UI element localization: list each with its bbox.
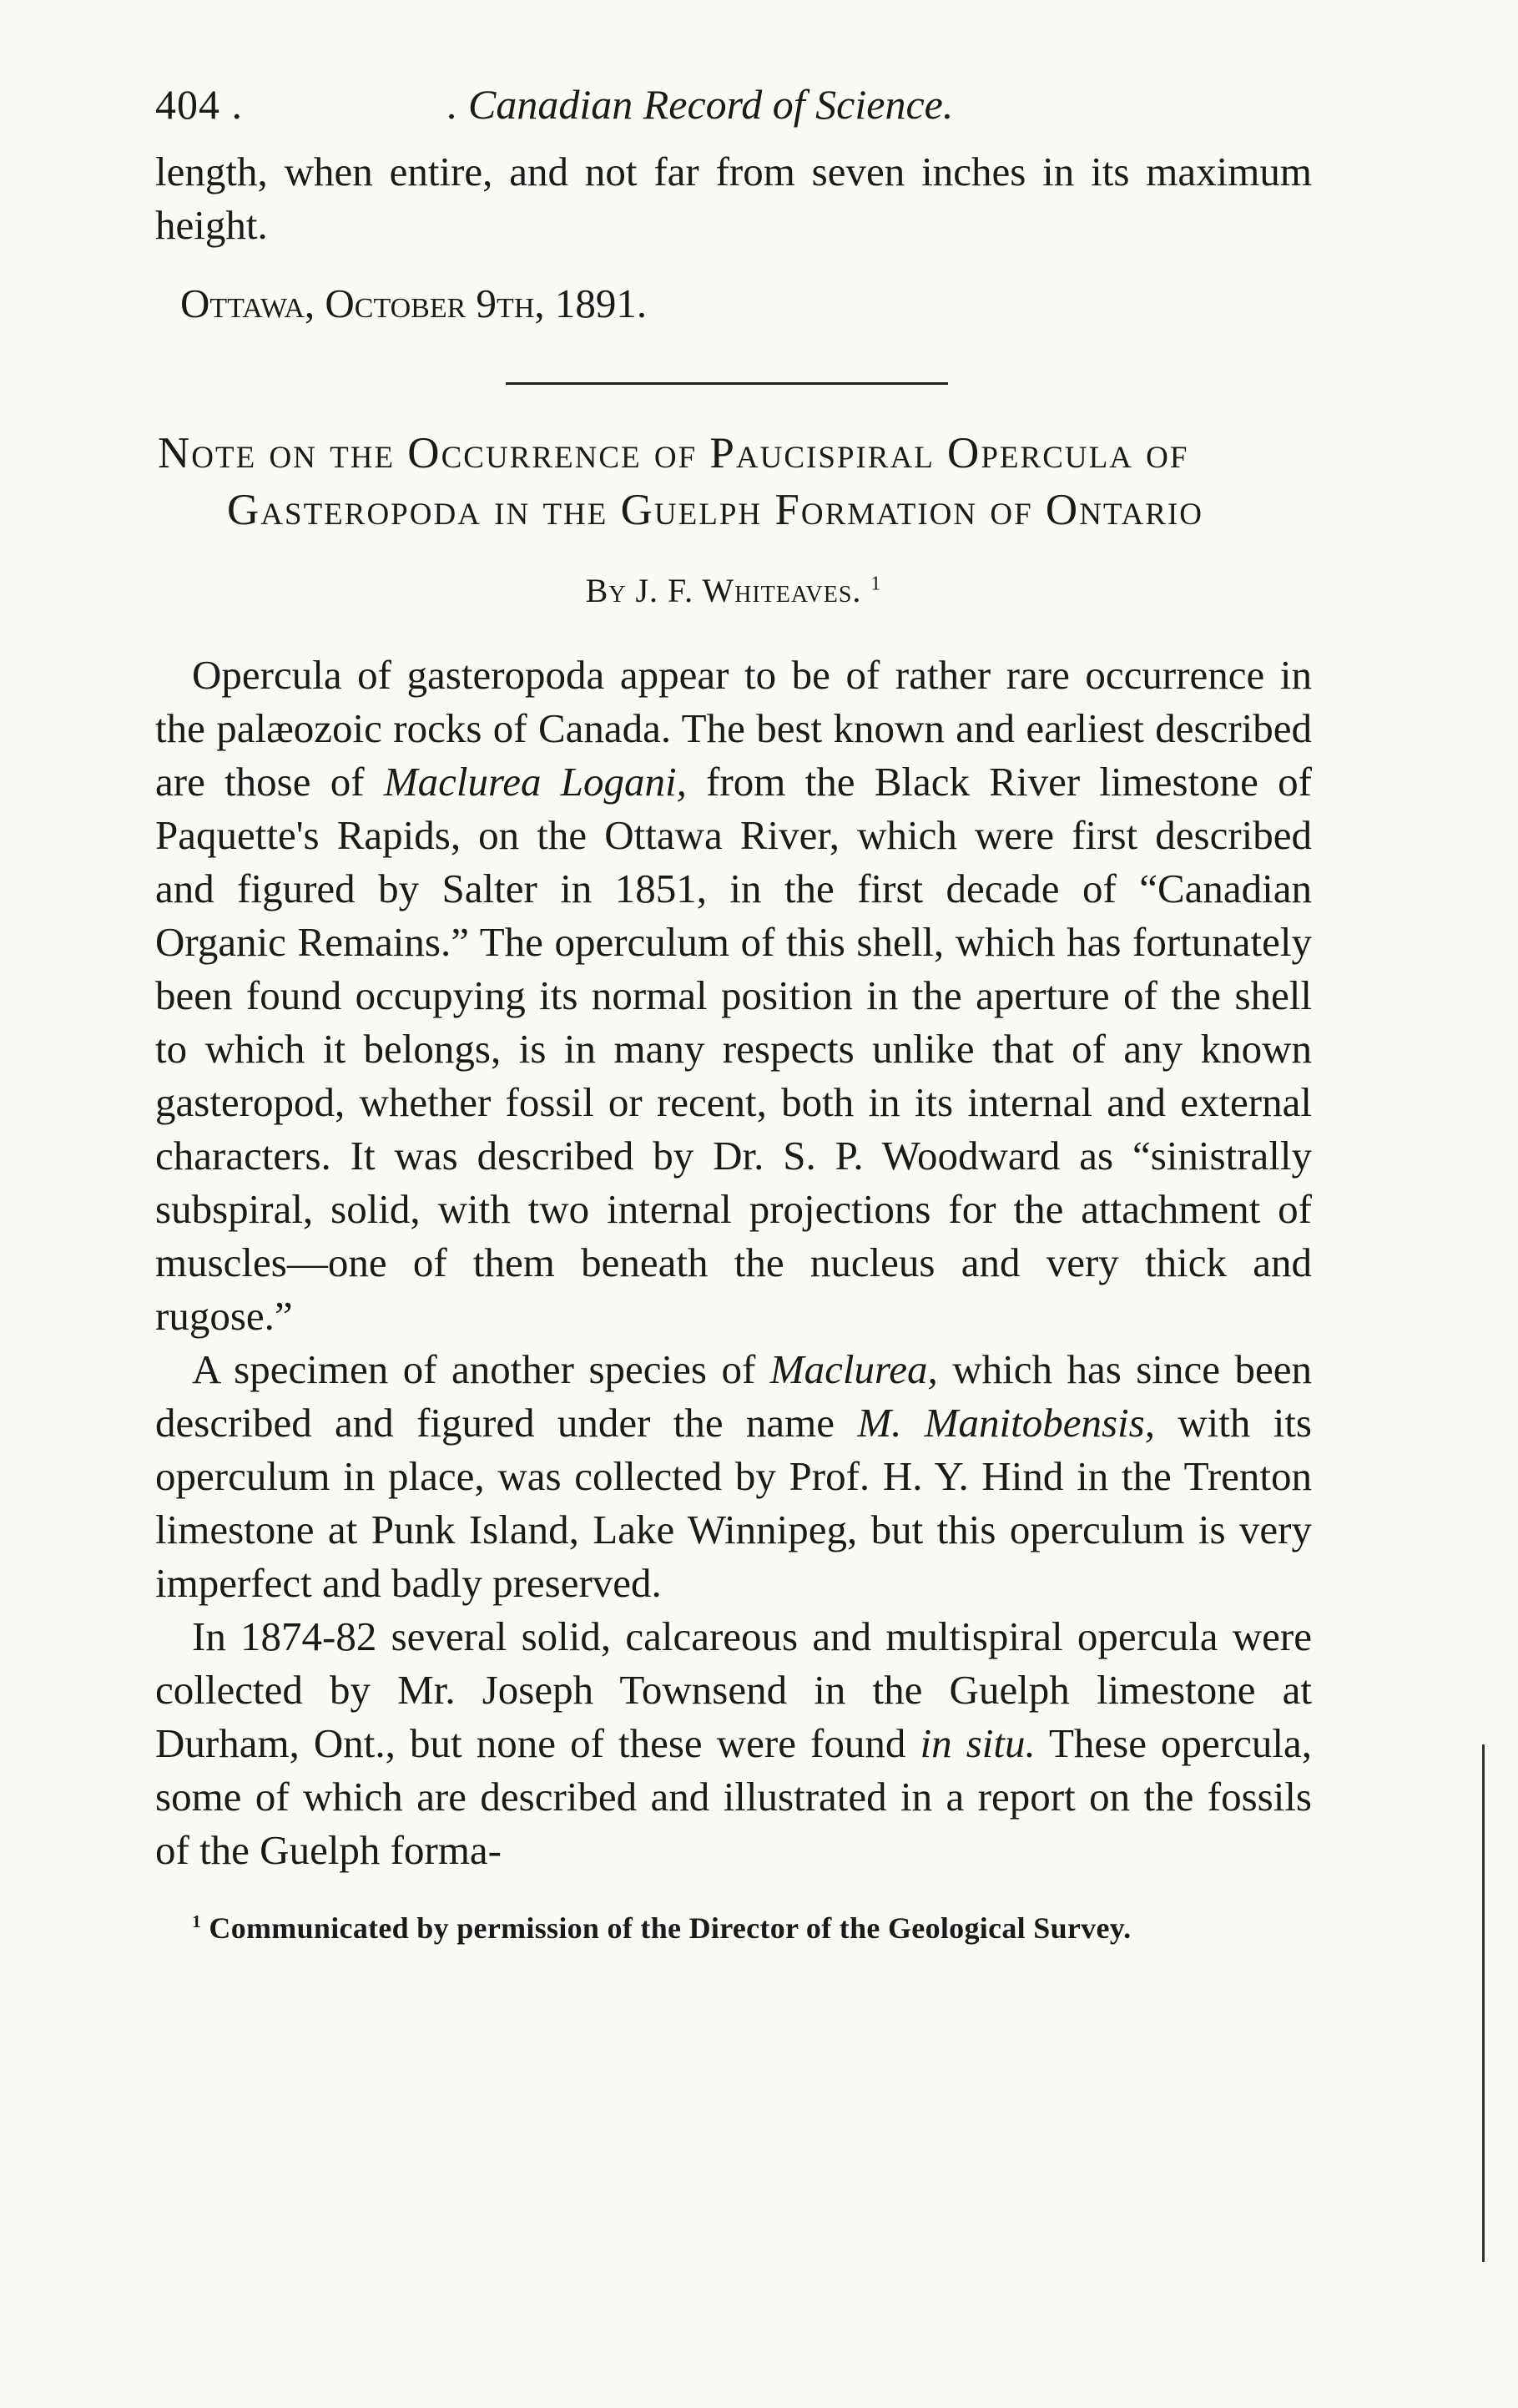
page-number: 404 .: [155, 81, 243, 128]
running-title: . Canadian Record of Science.: [447, 81, 954, 128]
footnote-marker: 1: [192, 1911, 202, 1931]
paragraph-2: [155, 1343, 1312, 1610]
running-header: [155, 80, 1312, 134]
continuation-text: length, when entire, and not far from seven inches in its maximum height.: [155, 149, 1312, 248]
author-footnote-marker: 1: [870, 573, 882, 595]
article-title: Note on the Occurrence of Paucispiral Opercula of Gasteropoda in the Guelph Formation of Ontario: [158, 429, 1203, 534]
paragraph-2-text-a: A specimen of another species of: [192, 1346, 770, 1392]
paragraph-2-species-name: M. Manitobensis,: [857, 1400, 1155, 1446]
paragraph-3-latin-phrase: in situ.: [920, 1720, 1036, 1766]
page: [155, 80, 1312, 1947]
paragraph-1-species-name: Maclurea Logani,: [383, 759, 687, 805]
paragraph-3-text-b: These opercula, some of which are described and illustrated in a report on the fossils of the Guelph forma-: [155, 1720, 1312, 1873]
dateline: Ottawa, October 9th, 1891.: [180, 280, 648, 326]
paragraph-3: [155, 1610, 1312, 1877]
paragraph-2-genus-name: Maclurea,: [769, 1346, 938, 1392]
paragraph-1: [155, 649, 1312, 1343]
section-divider: [506, 382, 948, 385]
paragraph-2-text-c: with its operculum in place, was collected by Prof. H. Y. Hind in the Trenton limestone at Punk Island, Lake Winnipeg, but this operculum is very imperfect and badly preserved.: [155, 1400, 1312, 1606]
article-author: [155, 570, 1312, 612]
margin-scan-line: [1482, 1744, 1485, 2262]
footnote: [155, 1909, 1312, 1947]
article-body: [155, 649, 1312, 1877]
paragraph-3-text-a: In 1874-82 several solid, calcareous and multispiral opercula were collected by Mr. Joseph Townsend in the Guelph limestone at Durham, Ont., but none of these were found: [155, 1613, 1312, 1766]
footnote-text: Communicated by permission of the Director of the Geological Survey.: [209, 1911, 1132, 1945]
author-name: By J. F. Whiteaves.: [585, 572, 862, 609]
paragraph-1-text-a: Opercula of gasteropoda appear to be of rather rare occurrence in the palæozoic rocks of Canada. The best known and earliest described are those of: [155, 652, 1312, 805]
paragraph-2-text-b: which has since been described and figured under the name: [155, 1346, 1312, 1446]
paragraph-1-text-b: from the Black River limestone of Paquette's Rapids, on the Ottawa River, which were first described and figured by Salter in 1851, in the first decade of “Canadian Organic Remains.” The operculum of this shell, which has fortunately been found occupying its normal position in the aperture of the shell to which it belongs, is in many respects unlike that of any known gasteropod, whether fossil or recent, both in its internal and external characters. It was described by Dr. S. P. Woodward as “sinistrally subspiral, solid, with two internal projections for the attachment of muscles—one of them beneath the nucleus and very thick and rugose.”: [155, 759, 1312, 1339]
